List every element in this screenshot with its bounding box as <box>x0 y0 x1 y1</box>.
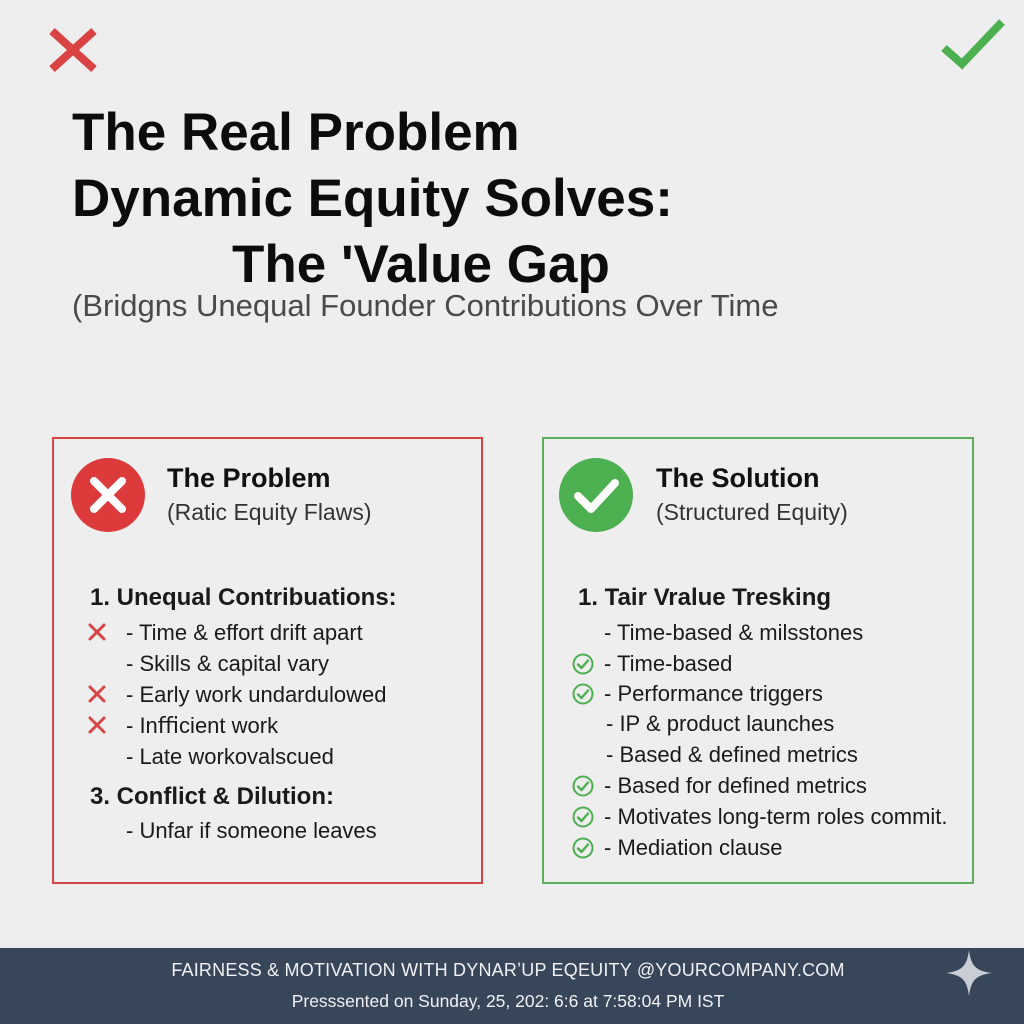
check-circle-icon <box>572 837 594 859</box>
solution-panel <box>542 437 974 884</box>
solution-list-item: - Time-based & milsstones <box>604 620 864 645</box>
title-line-3: The 'Value Gap <box>232 235 610 294</box>
solution-list-item: - Performance triggers <box>604 681 823 706</box>
solution-section-heading: 1. Tair Vralue Tresking <box>578 584 832 611</box>
problem-list-item: - Inﬃcient work <box>126 713 279 738</box>
solution-title: The Solution <box>656 463 820 493</box>
check-circle-icon <box>572 683 594 705</box>
solution-list-item: - IP & product launches <box>606 711 835 736</box>
problem-panel <box>52 437 483 884</box>
problem-section-heading: 1. Unequal Contribuations: <box>90 584 397 611</box>
footer-tagline: FAIRNESS & MOTIVATION WITH DYNARʼUP EQEUITY @YOURCOMPANY.COM <box>171 960 845 980</box>
problem-list-item: - Early work undardulowed <box>126 682 387 707</box>
title-line-2: Dynamic Equity Solves: <box>72 169 673 228</box>
solution-list-item: - Motivates long-term roles commit. <box>604 804 948 829</box>
page-subtitle: (Bridgns Unequal Founder Contributions Over Time <box>72 288 779 323</box>
problem-x-badge-icon <box>69 456 147 534</box>
problem-section-heading: 3. Conflict & Dilution: <box>90 783 334 810</box>
sparkle-icon <box>944 948 994 998</box>
green-check-icon <box>940 18 1006 72</box>
red-x-icon <box>46 26 100 74</box>
solution-list-item: - Based & defined metrics <box>606 742 858 767</box>
x-mark-icon <box>88 623 106 641</box>
title-line-1: The Real Problem <box>72 103 520 162</box>
check-circle-icon <box>572 775 594 797</box>
solution-subtitle: (Structured Equity) <box>656 499 848 525</box>
solution-list-item: - Based for defined metrics <box>604 773 867 798</box>
problem-list-item: - Unfar if someone leaves <box>126 818 377 843</box>
x-mark-icon <box>88 716 106 734</box>
problem-title: The Problem <box>167 463 331 493</box>
problem-list-item: - Skills & capital vary <box>126 651 329 676</box>
solution-list-item: - Time-based <box>604 651 733 676</box>
problem-list-item: - Late workovalscued <box>126 744 334 769</box>
solution-check-badge-icon <box>557 456 635 534</box>
x-mark-icon <box>88 685 106 703</box>
check-circle-icon <box>572 806 594 828</box>
solution-list-item: - Mediation clause <box>604 835 783 860</box>
footer-bar <box>0 948 1024 1024</box>
footer-presented-date: Presssented on Sunday, 25, 202: 6:6 at 7:58:04 PM IST <box>291 991 725 1011</box>
check-circle-icon <box>572 653 594 675</box>
page-title <box>72 100 872 298</box>
problem-list-item: - Time & effort drift apart <box>126 620 363 645</box>
problem-subtitle: (Ratic Equity Flaws) <box>167 499 372 525</box>
